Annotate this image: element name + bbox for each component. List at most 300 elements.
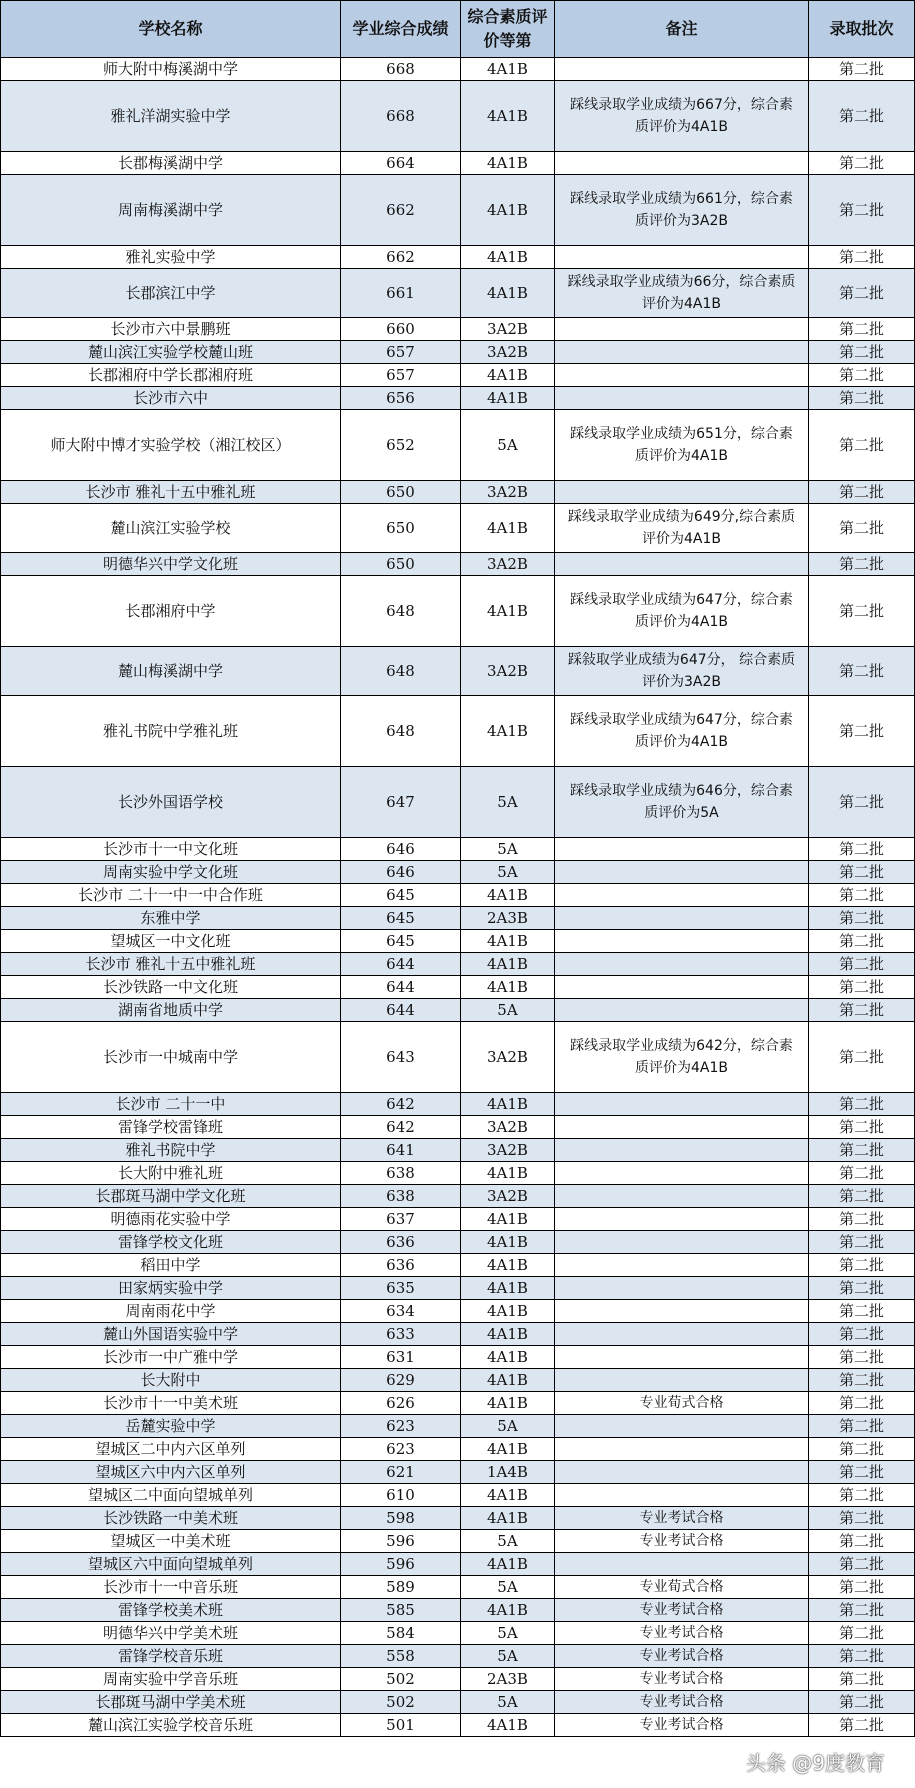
- batch-cell: 第二批: [809, 1093, 915, 1116]
- header-row: [1, 1, 915, 58]
- academic-score-cell: 650: [341, 481, 461, 504]
- remark-cell: [555, 1139, 809, 1162]
- header-remarks: 备注: [555, 1, 809, 58]
- academic-score-cell: 610: [341, 1484, 461, 1507]
- school-name-cell: 望城区一中美术班: [1, 1530, 341, 1553]
- remark-cell: 踩线录取学业成绩为647分，综合素质评价为4A1B: [555, 696, 809, 767]
- academic-score-cell: 631: [341, 1346, 461, 1369]
- quality-grade-cell: 3A2B: [461, 341, 555, 364]
- table-row: [1, 1277, 915, 1300]
- batch-cell: 第二批: [809, 1254, 915, 1277]
- table-row: [1, 696, 915, 767]
- school-name-cell: 周南梅溪湖中学: [1, 175, 341, 246]
- remark-cell: [555, 1231, 809, 1254]
- remark-cell: 踩线录取学业成绩为649分,综合素质评价为4A1B: [555, 504, 809, 553]
- batch-cell: 第二批: [809, 930, 915, 953]
- table-row: [1, 1622, 915, 1645]
- academic-score-cell: 589: [341, 1576, 461, 1599]
- remark-cell: [555, 1415, 809, 1438]
- academic-score-cell: 652: [341, 410, 461, 481]
- remark-cell: 踩线录取学业成绩为66分，综合素质评价为4A1B: [555, 269, 809, 318]
- academic-score-cell: 644: [341, 976, 461, 999]
- academic-score-cell: 648: [341, 647, 461, 696]
- batch-cell: 第二批: [809, 1300, 915, 1323]
- batch-cell: 第二批: [809, 1185, 915, 1208]
- academic-score-cell: 662: [341, 175, 461, 246]
- quality-grade-cell: 5A: [461, 861, 555, 884]
- table-row: [1, 1093, 915, 1116]
- table-row: [1, 1415, 915, 1438]
- school-name-cell: 长沙市六中: [1, 387, 341, 410]
- remark-cell: [555, 861, 809, 884]
- quality-grade-cell: 4A1B: [461, 387, 555, 410]
- quality-grade-cell: 4A1B: [461, 1093, 555, 1116]
- remark-cell: [555, 930, 809, 953]
- academic-score-cell: 633: [341, 1323, 461, 1346]
- header-school-name: 学校名称: [1, 1, 341, 58]
- school-name-cell: 东雅中学: [1, 907, 341, 930]
- remark-cell: [555, 999, 809, 1022]
- quality-grade-cell: 4A1B: [461, 364, 555, 387]
- batch-cell: 第二批: [809, 838, 915, 861]
- remark-cell: [555, 1553, 809, 1576]
- school-name-cell: 周南实验中学文化班: [1, 861, 341, 884]
- remark-cell: [555, 1116, 809, 1139]
- table-row: [1, 861, 915, 884]
- table-row: [1, 1691, 915, 1714]
- school-name-cell: 雅礼书院中学: [1, 1139, 341, 1162]
- academic-score-cell: 642: [341, 1093, 461, 1116]
- remark-cell: [555, 387, 809, 410]
- table-row: [1, 1346, 915, 1369]
- batch-cell: 第二批: [809, 1530, 915, 1553]
- table-row: [1, 1438, 915, 1461]
- remark-cell: [555, 838, 809, 861]
- school-name-cell: 麓山外国语实验中学: [1, 1323, 341, 1346]
- academic-score-cell: 641: [341, 1139, 461, 1162]
- header-quality-grade: 综合素质评价等第: [461, 1, 555, 58]
- remark-cell: [555, 1346, 809, 1369]
- remark-cell: [555, 318, 809, 341]
- remark-cell: 踩线录取学业成绩为642分，综合素质评价为4A1B: [555, 1022, 809, 1093]
- table-row: [1, 1576, 915, 1599]
- table-row: [1, 1116, 915, 1139]
- quality-grade-cell: 4A1B: [461, 1392, 555, 1415]
- header-academic-score: 学业综合成绩: [341, 1, 461, 58]
- quality-grade-cell: 4A1B: [461, 1323, 555, 1346]
- quality-grade-cell: 4A1B: [461, 246, 555, 269]
- batch-cell: 第二批: [809, 387, 915, 410]
- batch-cell: 第二批: [809, 1323, 915, 1346]
- quality-grade-cell: 5A: [461, 1645, 555, 1668]
- batch-cell: 第二批: [809, 1599, 915, 1622]
- school-name-cell: 周南雨花中学: [1, 1300, 341, 1323]
- school-name-cell: 长郡湘府中学: [1, 576, 341, 647]
- academic-score-cell: 584: [341, 1622, 461, 1645]
- quality-grade-cell: 3A2B: [461, 1139, 555, 1162]
- table-row: [1, 1323, 915, 1346]
- quality-grade-cell: 4A1B: [461, 504, 555, 553]
- school-name-cell: 长沙铁路一中美术班: [1, 1507, 341, 1530]
- academic-score-cell: 646: [341, 838, 461, 861]
- table-row: [1, 318, 915, 341]
- remark-cell: 专业考试合格: [555, 1645, 809, 1668]
- table-row: [1, 1461, 915, 1484]
- school-name-cell: 雅礼书院中学雅礼班: [1, 696, 341, 767]
- table-row: [1, 647, 915, 696]
- batch-cell: 第二批: [809, 1208, 915, 1231]
- table-row: [1, 504, 915, 553]
- school-name-cell: 长郡斑马湖中学文化班: [1, 1185, 341, 1208]
- table-row: [1, 1553, 915, 1576]
- quality-grade-cell: 5A: [461, 999, 555, 1022]
- table-row: [1, 953, 915, 976]
- school-name-cell: 明德华兴中学美术班: [1, 1622, 341, 1645]
- academic-score-cell: 645: [341, 930, 461, 953]
- school-name-cell: 雷锋学校美术班: [1, 1599, 341, 1622]
- remark-cell: 专业考试合格: [555, 1691, 809, 1714]
- quality-grade-cell: 4A1B: [461, 58, 555, 81]
- remark-cell: 踩敍取学业成绩为647分， 综合素质评价为3A2B: [555, 647, 809, 696]
- academic-score-cell: 629: [341, 1369, 461, 1392]
- remark-cell: [555, 341, 809, 364]
- batch-cell: 第二批: [809, 175, 915, 246]
- table-row: [1, 1208, 915, 1231]
- table-row: [1, 269, 915, 318]
- table-row: [1, 976, 915, 999]
- quality-grade-cell: 2A3B: [461, 1668, 555, 1691]
- quality-grade-cell: 5A: [461, 1622, 555, 1645]
- watermark: 头条 @9度教育: [745, 1751, 885, 1775]
- school-name-cell: 长沙铁路一中文化班: [1, 976, 341, 999]
- school-name-cell: 雷锋学校音乐班: [1, 1645, 341, 1668]
- remark-cell: 专业考试合格: [555, 1507, 809, 1530]
- table-row: [1, 930, 915, 953]
- school-name-cell: 望城区六中面向望城单列: [1, 1553, 341, 1576]
- table-row: [1, 58, 915, 81]
- quality-grade-cell: 4A1B: [461, 152, 555, 175]
- remark-cell: [555, 246, 809, 269]
- quality-grade-cell: 4A1B: [461, 1162, 555, 1185]
- table-row: [1, 1599, 915, 1622]
- remark-cell: 专业荀式合格: [555, 1576, 809, 1599]
- academic-score-cell: 501: [341, 1714, 461, 1737]
- batch-cell: 第二批: [809, 364, 915, 387]
- table-row: [1, 1645, 915, 1668]
- batch-cell: 第二批: [809, 1668, 915, 1691]
- academic-score-cell: 646: [341, 861, 461, 884]
- quality-grade-cell: 5A: [461, 1576, 555, 1599]
- batch-cell: 第二批: [809, 1691, 915, 1714]
- table-row: [1, 767, 915, 838]
- academic-score-cell: 638: [341, 1185, 461, 1208]
- table-row: [1, 1254, 915, 1277]
- remark-cell: [555, 152, 809, 175]
- school-name-cell: 长沙市十一中音乐班: [1, 1576, 341, 1599]
- quality-grade-cell: 4A1B: [461, 1599, 555, 1622]
- table-row: [1, 1022, 915, 1093]
- batch-cell: 第二批: [809, 1162, 915, 1185]
- school-name-cell: 长郡梅溪湖中学: [1, 152, 341, 175]
- school-name-cell: 麓山梅溪湖中学: [1, 647, 341, 696]
- academic-score-cell: 636: [341, 1254, 461, 1277]
- remark-cell: [555, 1277, 809, 1300]
- batch-cell: 第二批: [809, 1369, 915, 1392]
- remark-cell: 专业考试合格: [555, 1599, 809, 1622]
- school-name-cell: 明德雨花实验中学: [1, 1208, 341, 1231]
- batch-cell: 第二批: [809, 999, 915, 1022]
- batch-cell: 第二批: [809, 152, 915, 175]
- quality-grade-cell: 4A1B: [461, 930, 555, 953]
- table-row: [1, 387, 915, 410]
- remark-cell: [555, 884, 809, 907]
- remark-cell: [555, 1300, 809, 1323]
- batch-cell: 第二批: [809, 767, 915, 838]
- school-name-cell: 麓山滨江实验学校: [1, 504, 341, 553]
- batch-cell: 第二批: [809, 1231, 915, 1254]
- school-name-cell: 雅礼洋湖实验中学: [1, 81, 341, 152]
- school-name-cell: 周南实验中学音乐班: [1, 1668, 341, 1691]
- batch-cell: 第二批: [809, 1116, 915, 1139]
- academic-score-cell: 664: [341, 152, 461, 175]
- remark-cell: [555, 976, 809, 999]
- table-row: [1, 341, 915, 364]
- table-row: [1, 81, 915, 152]
- school-name-cell: 长沙市一中广雅中学: [1, 1346, 341, 1369]
- school-name-cell: 麓山滨江实验学校音乐班: [1, 1714, 341, 1737]
- academic-score-cell: 623: [341, 1438, 461, 1461]
- remark-cell: 踩线录取学业成绩为661分，综合素质评价为3A2B: [555, 175, 809, 246]
- quality-grade-cell: 4A1B: [461, 953, 555, 976]
- batch-cell: 第二批: [809, 1622, 915, 1645]
- academic-score-cell: 662: [341, 246, 461, 269]
- school-name-cell: 长沙市十一中美术班: [1, 1392, 341, 1415]
- table-row: [1, 576, 915, 647]
- table-row: [1, 1507, 915, 1530]
- remark-cell: [555, 1162, 809, 1185]
- table-row: [1, 1300, 915, 1323]
- remark-cell: [555, 907, 809, 930]
- batch-cell: 第二批: [809, 1714, 915, 1737]
- quality-grade-cell: 4A1B: [461, 1553, 555, 1576]
- academic-score-cell: 644: [341, 999, 461, 1022]
- academic-score-cell: 642: [341, 1116, 461, 1139]
- school-name-cell: 雷锋学校文化班: [1, 1231, 341, 1254]
- quality-grade-cell: 3A2B: [461, 481, 555, 504]
- quality-grade-cell: 5A: [461, 1415, 555, 1438]
- remark-cell: [555, 1369, 809, 1392]
- batch-cell: 第二批: [809, 1553, 915, 1576]
- batch-cell: 第二批: [809, 410, 915, 481]
- quality-grade-cell: 4A1B: [461, 1369, 555, 1392]
- remark-cell: 专业考试合格: [555, 1622, 809, 1645]
- table-row: [1, 1369, 915, 1392]
- table-row: [1, 907, 915, 930]
- quality-grade-cell: 5A: [461, 410, 555, 481]
- batch-cell: 第二批: [809, 1507, 915, 1530]
- remark-cell: [555, 1438, 809, 1461]
- academic-score-cell: 647: [341, 767, 461, 838]
- table-row: [1, 553, 915, 576]
- academic-score-cell: 643: [341, 1022, 461, 1093]
- remark-cell: [555, 364, 809, 387]
- table-row: [1, 410, 915, 481]
- quality-grade-cell: 5A: [461, 1691, 555, 1714]
- academic-score-cell: 644: [341, 953, 461, 976]
- batch-cell: 第二批: [809, 1415, 915, 1438]
- academic-score-cell: 661: [341, 269, 461, 318]
- remark-cell: 专业考试合格: [555, 1530, 809, 1553]
- table-body: [1, 58, 915, 1737]
- school-name-cell: 长沙市 二十一中: [1, 1093, 341, 1116]
- school-name-cell: 长沙市 二十一中一中合作班: [1, 884, 341, 907]
- batch-cell: 第二批: [809, 1645, 915, 1668]
- academic-score-cell: 596: [341, 1553, 461, 1576]
- batch-cell: 第二批: [809, 1438, 915, 1461]
- remark-cell: [555, 1093, 809, 1116]
- table-row: [1, 999, 915, 1022]
- remark-cell: 踩线录取学业成绩为651分，综合素质评价为4A1B: [555, 410, 809, 481]
- academic-score-cell: 502: [341, 1691, 461, 1714]
- school-name-cell: 望城区二中面向望城单列: [1, 1484, 341, 1507]
- academic-score-cell: 657: [341, 364, 461, 387]
- academic-score-cell: 660: [341, 318, 461, 341]
- quality-grade-cell: 4A1B: [461, 1231, 555, 1254]
- batch-cell: 第二批: [809, 481, 915, 504]
- school-name-cell: 稻田中学: [1, 1254, 341, 1277]
- remark-cell: 专业考试合格: [555, 1714, 809, 1737]
- academic-score-cell: 621: [341, 1461, 461, 1484]
- academic-score-cell: 648: [341, 576, 461, 647]
- academic-score-cell: 645: [341, 884, 461, 907]
- batch-cell: 第二批: [809, 861, 915, 884]
- academic-score-cell: 668: [341, 58, 461, 81]
- table-row: [1, 152, 915, 175]
- remark-cell: 专业考试合格: [555, 1668, 809, 1691]
- quality-grade-cell: 3A2B: [461, 1185, 555, 1208]
- quality-grade-cell: 3A2B: [461, 553, 555, 576]
- batch-cell: 第二批: [809, 884, 915, 907]
- table-row: [1, 1714, 915, 1737]
- batch-cell: 第二批: [809, 1346, 915, 1369]
- table-row: [1, 481, 915, 504]
- table-row: [1, 1162, 915, 1185]
- quality-grade-cell: 4A1B: [461, 269, 555, 318]
- quality-grade-cell: 4A1B: [461, 81, 555, 152]
- school-name-cell: 长郡湘府中学长郡湘府班: [1, 364, 341, 387]
- school-name-cell: 望城区一中文化班: [1, 930, 341, 953]
- academic-score-cell: 502: [341, 1668, 461, 1691]
- academic-score-cell: 657: [341, 341, 461, 364]
- header-batch: 录取批次: [809, 1, 915, 58]
- quality-grade-cell: 3A2B: [461, 318, 555, 341]
- table-row: [1, 364, 915, 387]
- school-name-cell: 望城区六中内六区单列: [1, 1461, 341, 1484]
- remark-cell: [555, 481, 809, 504]
- school-name-cell: 长沙外国语学校: [1, 767, 341, 838]
- school-name-cell: 长沙市十一中文化班: [1, 838, 341, 861]
- quality-grade-cell: 4A1B: [461, 1507, 555, 1530]
- school-name-cell: 长沙市 雅礼十五中雅礼班: [1, 953, 341, 976]
- batch-cell: 第二批: [809, 246, 915, 269]
- quality-grade-cell: 4A1B: [461, 1277, 555, 1300]
- quality-grade-cell: 3A2B: [461, 647, 555, 696]
- remark-cell: [555, 1208, 809, 1231]
- batch-cell: 第二批: [809, 1139, 915, 1162]
- school-name-cell: 明德华兴中学文化班: [1, 553, 341, 576]
- academic-score-cell: 636: [341, 1231, 461, 1254]
- quality-grade-cell: 5A: [461, 838, 555, 861]
- table-row: [1, 1530, 915, 1553]
- quality-grade-cell: 4A1B: [461, 1714, 555, 1737]
- school-name-cell: 长郡斑马湖中学美术班: [1, 1691, 341, 1714]
- quality-grade-cell: 3A2B: [461, 1022, 555, 1093]
- academic-score-cell: 638: [341, 1162, 461, 1185]
- table-row: [1, 1484, 915, 1507]
- batch-cell: 第二批: [809, 58, 915, 81]
- quality-grade-cell: 4A1B: [461, 884, 555, 907]
- academic-score-cell: 637: [341, 1208, 461, 1231]
- school-name-cell: 雷锋学校雷锋班: [1, 1116, 341, 1139]
- batch-cell: 第二批: [809, 553, 915, 576]
- school-name-cell: 麓山滨江实验学校麓山班: [1, 341, 341, 364]
- academic-score-cell: 634: [341, 1300, 461, 1323]
- batch-cell: 第二批: [809, 341, 915, 364]
- batch-cell: 第二批: [809, 81, 915, 152]
- table-row: [1, 1668, 915, 1691]
- school-name-cell: 湖南省地质中学: [1, 999, 341, 1022]
- batch-cell: 第二批: [809, 318, 915, 341]
- quality-grade-cell: 4A1B: [461, 696, 555, 767]
- table-row: [1, 246, 915, 269]
- school-name-cell: 田家炳实验中学: [1, 1277, 341, 1300]
- batch-cell: 第二批: [809, 696, 915, 767]
- school-name-cell: 长郡滨江中学: [1, 269, 341, 318]
- table-row: [1, 838, 915, 861]
- quality-grade-cell: 4A1B: [461, 1438, 555, 1461]
- school-name-cell: 师大附中梅溪湖中学: [1, 58, 341, 81]
- batch-cell: 第二批: [809, 1576, 915, 1599]
- academic-score-cell: 598: [341, 1507, 461, 1530]
- academic-score-cell: 623: [341, 1415, 461, 1438]
- academic-score-cell: 650: [341, 504, 461, 553]
- academic-score-cell: 635: [341, 1277, 461, 1300]
- school-name-cell: 长沙市一中城南中学: [1, 1022, 341, 1093]
- quality-grade-cell: 4A1B: [461, 175, 555, 246]
- quality-grade-cell: 4A1B: [461, 576, 555, 647]
- table-row: [1, 1231, 915, 1254]
- batch-cell: 第二批: [809, 1392, 915, 1415]
- remark-cell: [555, 58, 809, 81]
- quality-grade-cell: 4A1B: [461, 1300, 555, 1323]
- academic-score-cell: 645: [341, 907, 461, 930]
- table-row: [1, 884, 915, 907]
- school-name-cell: 长大附中雅礼班: [1, 1162, 341, 1185]
- quality-grade-cell: 5A: [461, 1530, 555, 1553]
- remark-cell: 踩线录取学业成绩为647分，综合素质评价为4A1B: [555, 576, 809, 647]
- remark-cell: 踩线录取学业成绩为646分，综合素质评价为5A: [555, 767, 809, 838]
- table-row: [1, 1392, 915, 1415]
- school-name-cell: 望城区二中内六区单列: [1, 1438, 341, 1461]
- school-name-cell: 师大附中博才实验学校（湘江校区）: [1, 410, 341, 481]
- batch-cell: 第二批: [809, 953, 915, 976]
- remark-cell: [555, 553, 809, 576]
- quality-grade-cell: 3A2B: [461, 1116, 555, 1139]
- academic-score-cell: 650: [341, 553, 461, 576]
- remark-cell: 专业荀式合格: [555, 1392, 809, 1415]
- quality-grade-cell: 4A1B: [461, 1254, 555, 1277]
- batch-cell: 第二批: [809, 1484, 915, 1507]
